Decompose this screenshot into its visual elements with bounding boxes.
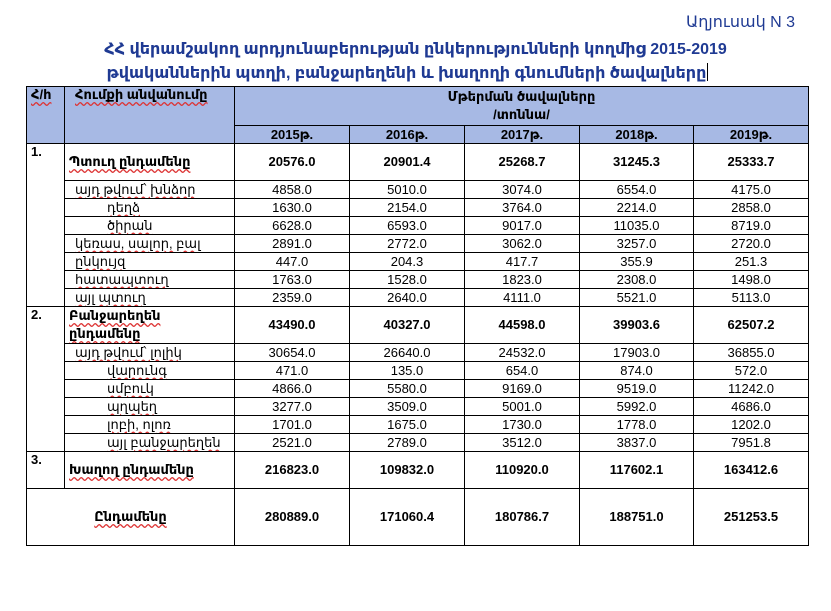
item-value: 4111.0 (465, 289, 580, 307)
group-number: 3. (27, 452, 65, 489)
group-value: 25268.7 (465, 144, 580, 181)
item-value: 251.3 (694, 253, 809, 271)
item-value: 6593.0 (350, 217, 465, 235)
item-name-cell (65, 181, 235, 199)
table-row (27, 199, 809, 217)
item-value: 4686.0 (694, 398, 809, 416)
item-value: 355.9 (580, 253, 694, 271)
item-name-cell (65, 271, 235, 289)
item-value: 1701.0 (235, 416, 350, 434)
header-year-5: 2019թ. (694, 126, 809, 144)
table-row (27, 271, 809, 289)
title-line-1: ՀՀ վերամշակող արդյունաբերության ընկերությունների կողմից 2015-2019 (104, 41, 727, 58)
total-value: 171060.4 (350, 489, 465, 546)
table-row (27, 181, 809, 199)
item-name-cell (65, 253, 235, 271)
group-value: 20576.0 (235, 144, 350, 181)
item-name-cell (65, 380, 235, 398)
total-value: 251253.5 (694, 489, 809, 546)
group-row (27, 307, 809, 344)
group-value: 40327.0 (350, 307, 465, 344)
table-row (27, 434, 809, 452)
total-value: 188751.0 (580, 489, 694, 546)
item-name: այդ թվում՝ լոլիկ (75, 344, 182, 360)
item-value: 2640.0 (350, 289, 465, 307)
item-value: 5580.0 (350, 380, 465, 398)
item-value: 1675.0 (350, 416, 465, 434)
item-value: 1730.0 (465, 416, 580, 434)
total-row (27, 489, 809, 546)
item-name: պղպեղ (107, 398, 158, 414)
item-value: 3512.0 (465, 434, 580, 452)
item-name: հատապտուղ (75, 271, 169, 287)
item-value: 3509.0 (350, 398, 465, 416)
item-value: 2214.0 (580, 199, 694, 217)
item-value: 204.3 (350, 253, 465, 271)
item-value: 5521.0 (580, 289, 694, 307)
item-value: 417.7 (465, 253, 580, 271)
total-value: 180786.7 (465, 489, 580, 546)
item-value: 36855.0 (694, 344, 809, 362)
item-value: 5001.0 (465, 398, 580, 416)
header-number (27, 87, 65, 144)
item-name-cell (65, 398, 235, 416)
header-raw-material-label: Հումքի անվանումը (75, 87, 208, 102)
item-value: 1823.0 (465, 271, 580, 289)
item-value: 1630.0 (235, 199, 350, 217)
item-value: 4858.0 (235, 181, 350, 199)
group-value: 39903.6 (580, 307, 694, 344)
header-volumes-caption (235, 87, 809, 126)
group-name: Պտուղ ընդամենը (65, 144, 235, 181)
header-raw-material (65, 87, 235, 144)
item-value: 3764.0 (465, 199, 580, 217)
group-value: 31245.3 (580, 144, 694, 181)
item-name: այլ պտուղ (75, 289, 146, 305)
header-number-label: Հ/հ (31, 87, 52, 102)
item-name-cell (65, 416, 235, 434)
group-name: Բանջարեղեն ընդամենը (65, 307, 235, 344)
group-number: 2. (27, 307, 65, 452)
table-row (27, 217, 809, 235)
text-cursor (707, 63, 708, 81)
total-label-cell (27, 489, 235, 546)
header-year-4: 2018թ. (580, 126, 694, 144)
item-value: 11035.0 (580, 217, 694, 235)
item-value: 2359.0 (235, 289, 350, 307)
item-value: 471.0 (235, 362, 350, 380)
total-label: Ընդամենը (94, 509, 167, 524)
item-value: 7951.8 (694, 434, 809, 452)
group-value: 43490.0 (235, 307, 350, 344)
item-value: 2521.0 (235, 434, 350, 452)
item-value: 135.0 (350, 362, 465, 380)
table-row (27, 289, 809, 307)
item-name: այդ թվում՝ խնձոր (75, 181, 196, 197)
item-value: 4866.0 (235, 380, 350, 398)
header-year-2: 2016թ. (350, 126, 465, 144)
item-value: 3277.0 (235, 398, 350, 416)
item-name-cell (65, 235, 235, 253)
item-value: 3074.0 (465, 181, 580, 199)
item-value: 5113.0 (694, 289, 809, 307)
group-value: 109832.0 (350, 452, 465, 489)
item-name-cell (65, 199, 235, 217)
group-row (27, 144, 809, 181)
item-name-cell (65, 217, 235, 235)
item-value: 3257.0 (580, 235, 694, 253)
group-value: 163412.6 (694, 452, 809, 489)
item-value: 24532.0 (465, 344, 580, 362)
group-number: 1. (27, 144, 65, 307)
group-row (27, 452, 809, 489)
item-value: 5992.0 (580, 398, 694, 416)
group-value: 20901.4 (350, 144, 465, 181)
item-value: 9017.0 (465, 217, 580, 235)
group-value: 62507.2 (694, 307, 809, 344)
header-year-1: 2015թ. (235, 126, 350, 144)
item-value: 2154.0 (350, 199, 465, 217)
header-caption-line-2: /տոննա/ (493, 107, 550, 122)
item-value: 2858.0 (694, 199, 809, 217)
item-name: ընկույզ (75, 253, 126, 269)
item-value: 4175.0 (694, 181, 809, 199)
table-row (27, 253, 809, 271)
item-name: դեղձ (107, 199, 141, 215)
table-row (27, 235, 809, 253)
item-value: 2772.0 (350, 235, 465, 253)
table-label: Աղյուսակ N 3 (686, 14, 796, 31)
item-value: 6628.0 (235, 217, 350, 235)
title-line-2 (0, 63, 823, 83)
header-year-3: 2017թ. (465, 126, 580, 144)
item-value: 2789.0 (350, 434, 465, 452)
item-value: 9169.0 (465, 380, 580, 398)
group-value: 25333.7 (694, 144, 809, 181)
table-row (27, 362, 809, 380)
total-value: 280889.0 (235, 489, 350, 546)
purchase-volumes-table (26, 86, 809, 546)
group-value: 117602.1 (580, 452, 694, 489)
item-value: 3837.0 (580, 434, 694, 452)
item-value: 17903.0 (580, 344, 694, 362)
group-value: 216823.0 (235, 452, 350, 489)
item-value: 1763.0 (235, 271, 350, 289)
item-value: 874.0 (580, 362, 694, 380)
title-line-2-text: թվականներին պտղի, բանջարեղենի և խաղողի գնումների ծավալները (106, 65, 707, 82)
item-value: 26640.0 (350, 344, 465, 362)
item-value: 5010.0 (350, 181, 465, 199)
item-value: 1498.0 (694, 271, 809, 289)
item-value: 447.0 (235, 253, 350, 271)
table-row (27, 398, 809, 416)
item-value: 572.0 (694, 362, 809, 380)
item-value: 1778.0 (580, 416, 694, 434)
item-name: վարունգ (107, 362, 167, 378)
item-name-cell (65, 362, 235, 380)
item-value: 8719.0 (694, 217, 809, 235)
item-value: 2720.0 (694, 235, 809, 253)
item-name: կեռաս, սալոր, բալ (75, 235, 201, 251)
item-value: 3062.0 (465, 235, 580, 253)
table-row (27, 380, 809, 398)
item-name-cell (65, 289, 235, 307)
item-name: սմբուկ (107, 380, 154, 396)
group-value: 110920.0 (465, 452, 580, 489)
table-row (27, 344, 809, 362)
item-value: 2308.0 (580, 271, 694, 289)
item-value: 6554.0 (580, 181, 694, 199)
item-value: 654.0 (465, 362, 580, 380)
item-name: այլ բանջարեղեն (107, 434, 221, 450)
item-name-cell (65, 434, 235, 452)
item-value: 2891.0 (235, 235, 350, 253)
item-name: լոբի, ոլոռ (107, 416, 171, 432)
item-value: 9519.0 (580, 380, 694, 398)
item-value: 1528.0 (350, 271, 465, 289)
header-caption-line-1: Մթերման ծավալները (447, 89, 596, 104)
item-value: 1202.0 (694, 416, 809, 434)
table-row (27, 416, 809, 434)
group-name: Խաղող ընդամենը (65, 452, 235, 489)
item-name: ծիրան (107, 217, 153, 233)
item-name-cell (65, 344, 235, 362)
item-value: 30654.0 (235, 344, 350, 362)
group-value: 44598.0 (465, 307, 580, 344)
item-value: 11242.0 (694, 380, 809, 398)
